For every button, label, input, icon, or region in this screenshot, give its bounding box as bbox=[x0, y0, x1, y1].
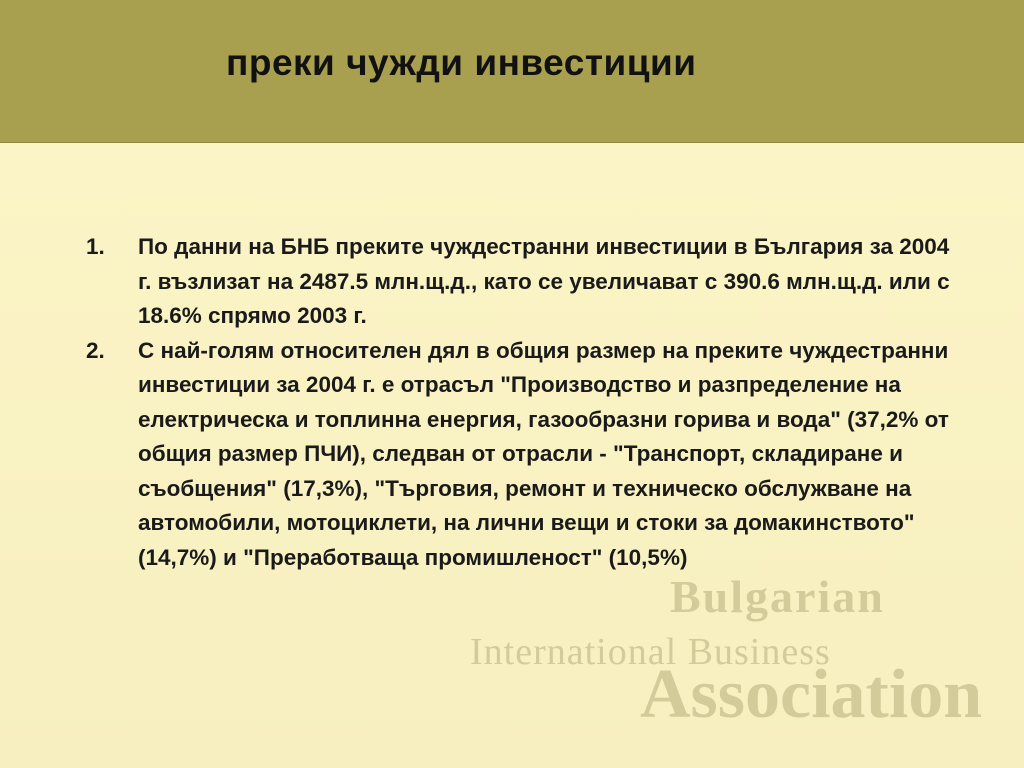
list-item-text: По данни на БНБ преките чуждестранни инвестиции в България за 2004 г. възлизат на 2487.5 млн.щ.д., като се увеличават с 390.6 млн.щ.д. или с 18.6% спрямо 2003 г. bbox=[138, 234, 950, 328]
watermark-line-1: Bulgarian bbox=[670, 571, 885, 622]
slide-title: преки чужди инвестиции bbox=[226, 42, 697, 83]
watermark-line-2: International Business bbox=[470, 631, 831, 673]
numbered-list bbox=[86, 230, 966, 575]
title-bar bbox=[0, 0, 1024, 143]
list-item-text: С най-голям относителен дял в общия размер на преките чуждестранни инвестиции за 2004 г. е отрасъл "Производство и разпределение на електрическа и топлинна енергия, газообразни горива и вода" (37,2% от общия размер ПЧИ), следван от отрасли - "Транспорт, складиране и съобщения" (17,3%), "Търговия, ремонт и техническо обслужване на автомобили, мотоциклети, на лични вещи и стоки за домакинството" (14,7%) и "Преработваща промишленост" (10,5%) bbox=[138, 337, 949, 570]
list-item-number: 1. bbox=[86, 234, 105, 259]
watermark-line-3: Association bbox=[640, 656, 983, 733]
list-item bbox=[86, 230, 966, 334]
list-item-number: 2. bbox=[86, 337, 105, 363]
list-item bbox=[86, 334, 966, 576]
